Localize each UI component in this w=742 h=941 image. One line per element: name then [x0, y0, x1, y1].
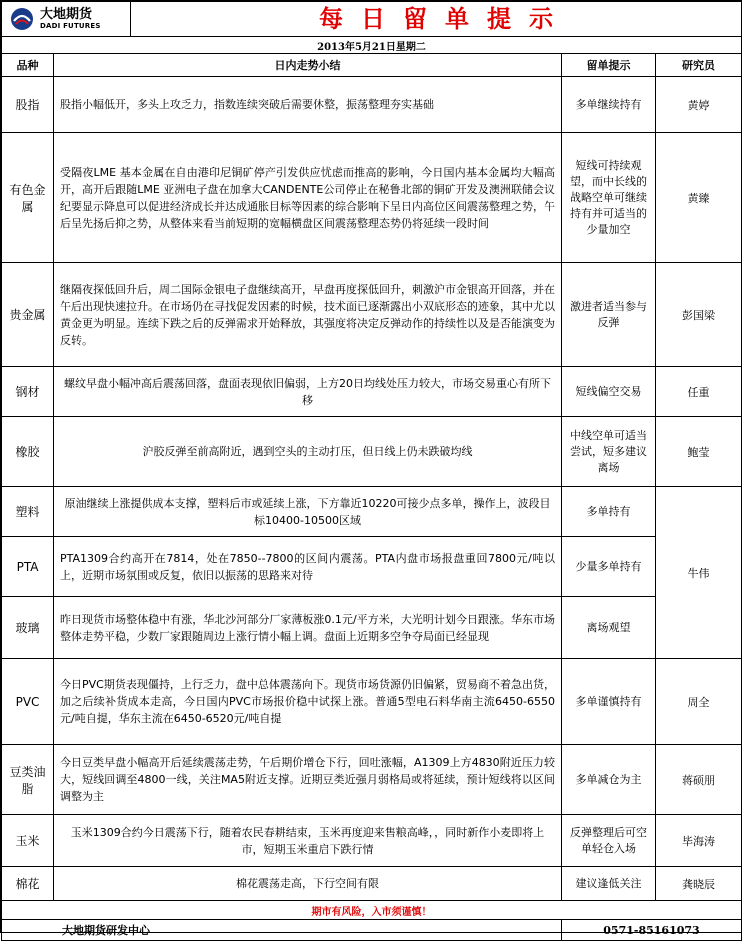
row-hint: 少量多单持有 — [562, 537, 656, 597]
row-researcher: 牛伟 — [656, 487, 742, 659]
footer-row — [2, 920, 742, 941]
table-row — [2, 487, 742, 537]
row-category: 玻璃 — [2, 597, 54, 659]
row-summary: 螺纹早盘小幅冲高后震荡回落，盘面表现依旧偏弱，上方20日均线处压力较大，市场交易重心有所下移 — [54, 367, 562, 417]
table-row — [2, 263, 742, 367]
row-researcher: 黄婷 — [656, 77, 742, 133]
table-row — [2, 745, 742, 815]
footer-phone: 0571-85161073 — [562, 920, 742, 941]
row-category: 钢材 — [2, 367, 54, 417]
risk-warning: 期市有风险，入市须谨慎！ — [2, 901, 742, 920]
logo-text-en: DADI FUTURES — [40, 21, 101, 30]
row-hint: 多单谨慎持有 — [562, 659, 656, 745]
row-summary: 股指小幅低开，多头上攻乏力，指数连续突破后需要休整，振荡整理夯实基础 — [54, 77, 562, 133]
report-table — [1, 1, 742, 941]
table-row — [2, 417, 742, 487]
report-date: 2013年5月21日星期二 — [2, 37, 742, 54]
row-category: 棉花 — [2, 867, 54, 901]
row-category: 玉米 — [2, 815, 54, 867]
row-category: 股指 — [2, 77, 54, 133]
column-header-summary: 日内走势小结 — [54, 54, 562, 77]
row-researcher: 鲍莹 — [656, 417, 742, 487]
row-category: 有色金属 — [2, 133, 54, 263]
row-researcher: 毕海涛 — [656, 815, 742, 867]
row-summary: 受隔夜LME 基本金属在自由港印尼铜矿停产引发供应忧虑而推高的影响，今日国内基本金属均大幅高开，高开后跟随LME 亚洲电子盘在加拿大CANDENTE公司停止在秘鲁北部的铜矿开发及澳洲联储会议纪要显示降息可以促进经济成长并达成通胀目标等因素的综合影响下呈日内高位区间震荡整理之势，午后呈先扬后抑之势，从整体来看当前短期的宽幅横盘区间震荡整理态势仍将延续一段时间 — [54, 133, 562, 263]
row-researcher: 黄臻 — [656, 133, 742, 263]
table-row — [2, 367, 742, 417]
row-hint: 短线偏空交易 — [562, 367, 656, 417]
company-logo — [2, 2, 131, 36]
row-hint: 中线空单可适当尝试，短多建议离场 — [562, 417, 656, 487]
dadi-logo-icon — [10, 7, 34, 31]
report-header — [2, 2, 742, 37]
row-researcher: 周全 — [656, 659, 742, 745]
risk-warning-row — [2, 901, 742, 920]
column-header-researcher: 研究员 — [656, 54, 742, 77]
table-row — [2, 659, 742, 745]
page-title: 每日留单提示 — [319, 4, 571, 33]
row-summary: PTA1309合约高开在7814，处在7850--7800的区间内震荡。PTA内盘市场报盘重回7800元/吨以上，近期市场氛围或反复，依旧以振荡的思路来对待 — [54, 537, 562, 597]
row-summary: 棉花震荡走高，下行空间有限 — [54, 867, 562, 901]
row-researcher: 龚晓辰 — [656, 867, 742, 901]
row-researcher: 彭国梁 — [656, 263, 742, 367]
date-row — [2, 37, 742, 54]
table-row — [2, 867, 742, 901]
column-header-row — [2, 54, 742, 77]
row-hint: 短线可持续观望，而中长线的战略空单可继续持有并可适当的少量加空 — [562, 133, 656, 263]
table-row — [2, 537, 742, 597]
row-category: 塑料 — [2, 487, 54, 537]
row-summary: 今日豆类早盘小幅高开后延续震荡走势，午后期价增仓下行，回吐涨幅，A1309上方4830附近压力较大，短线回调至4800一线，关注MA5附近支撑。近期豆类近强月弱格局或将延续，预计短线将以区间调整为主 — [54, 745, 562, 815]
table-row — [2, 597, 742, 659]
row-category: 豆类油脂 — [2, 745, 54, 815]
row-category: PTA — [2, 537, 54, 597]
row-researcher: 蒋硕朋 — [656, 745, 742, 815]
footer-org: 大地期货研发中心 — [2, 920, 562, 941]
row-hint: 反弹整理后可空单轻仓入场 — [562, 815, 656, 867]
row-hint: 多单减仓为主 — [562, 745, 656, 815]
logo-text-cn: 大地期货 — [40, 6, 93, 22]
row-category: 橡胶 — [2, 417, 54, 487]
row-hint: 建议逢低关注 — [562, 867, 656, 901]
row-summary: 玉米1309合约今日震荡下行，随着农民春耕结束，玉米再度迎来售粮高峰，，同时新作小麦即将上市，短期玉米重启下跌行情 — [54, 815, 562, 867]
row-summary: 昨日现货市场整体稳中有涨，华北沙河部分厂家薄板涨0.1元/平方米，大光明计划今日跟涨。华东市场整体走势平稳，少数厂家跟随周边上涨行情小幅上调。盘面上近期多空争夺局面已经显现 — [54, 597, 562, 659]
row-summary: 继隔夜探低回升后，周二国际金银电子盘继续高开，早盘再度探低回升，刺激沪市金银高开回落，并在午后出现快速拉升。在市场仍在寻找促发因素的时候，技术面已逐渐露出小双底形态的迹象，其中尤以黄金更为明显。连续下跌之后的反弹需求开始释放，其强度将决定反弹动作的持续性以及是否能演变为反转。 — [54, 263, 562, 367]
table-row — [2, 133, 742, 263]
row-researcher: 任重 — [656, 367, 742, 417]
row-hint: 多单持有 — [562, 487, 656, 537]
row-summary: 沪胶反弹至前高附近，遇到空头的主动打压，但日线上仍未跌破均线 — [54, 417, 562, 487]
row-category: 贵金属 — [2, 263, 54, 367]
column-header-category: 品种 — [2, 54, 54, 77]
row-summary: 原油继续上涨提供成本支撑，塑料后市或延续上涨，下方靠近10220可接少点多单，操作上，波段目标10400-10500区域 — [54, 487, 562, 537]
table-row — [2, 77, 742, 133]
table-row — [2, 815, 742, 867]
column-header-hint: 留单提示 — [562, 54, 656, 77]
row-hint: 激进者适当参与反弹 — [562, 263, 656, 367]
row-summary: 今日PVC期货表现僵持，上行乏力，盘中总体震荡向下。现货市场货源仍旧偏紧，贸易商不着急出货，加之后续补货成本走高，今日国内PVC市场报价稳中试探上涨。普通5型电石料华南主流6450-6550元/吨自提，华东主流在6450-6520元/吨自提 — [54, 659, 562, 745]
row-hint: 离场观望 — [562, 597, 656, 659]
row-category: PVC — [2, 659, 54, 745]
row-hint: 多单继续持有 — [562, 77, 656, 133]
